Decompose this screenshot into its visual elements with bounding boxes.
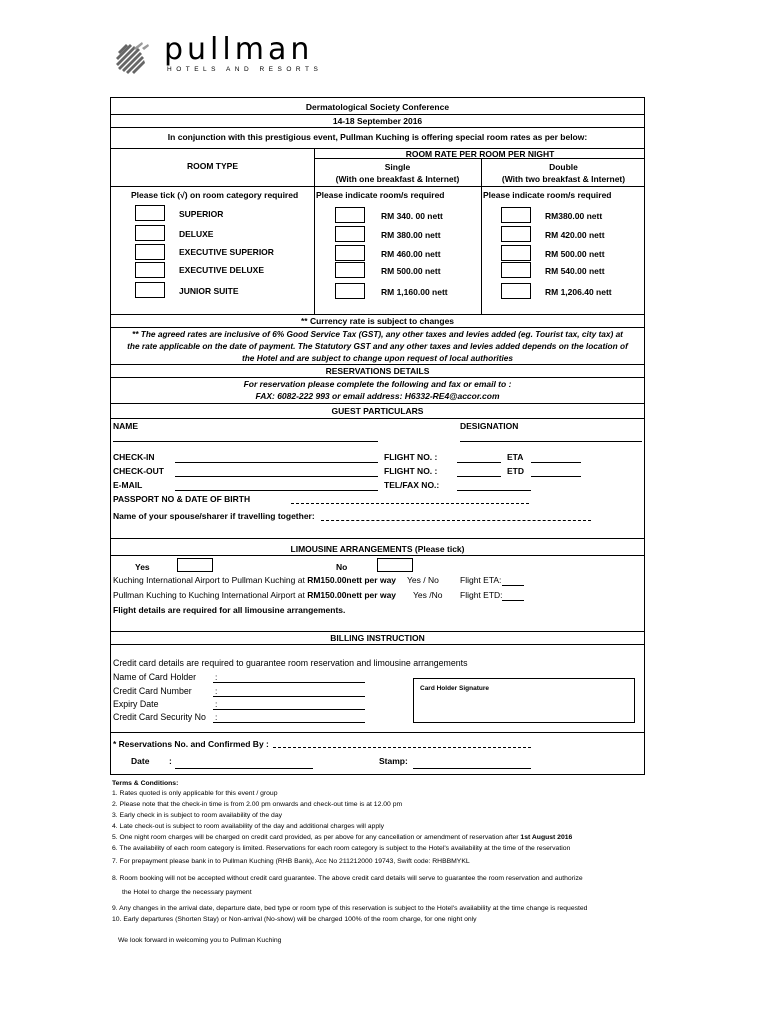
colon: :: [215, 686, 218, 696]
billing-intro: Credit card details are required to guarantee room reservation and limousine arrangements: [113, 658, 468, 668]
event-intro: In conjunction with this prestigious event, Pullman Kuching is offering special room rates as per below:: [167, 132, 588, 142]
double-qty-junior-suite[interactable]: [501, 283, 531, 299]
single-instruction: Please indicate room/s required: [316, 190, 445, 200]
etd-label: ETD: [507, 466, 524, 476]
term-item: 3. Early check in is subject to room availability of the day: [112, 812, 283, 819]
email-field[interactable]: [175, 490, 378, 491]
email-label: E-MAIL: [113, 480, 143, 490]
checkin-field[interactable]: [175, 462, 378, 463]
limousine-title: LIMOUSINE ARRANGEMENTS (Please tick): [290, 544, 465, 554]
brand-name: pullman: [164, 32, 314, 67]
currency-note: ** Currency rate is subject to changes: [300, 316, 455, 326]
term-item: 1. Rates quoted is only applicable for this event / group: [112, 790, 278, 797]
room-name: DELUXE: [179, 229, 214, 239]
date-colon: :: [169, 756, 172, 766]
etd-field[interactable]: [531, 476, 581, 477]
flight-no-label-1: FLIGHT NO. :: [384, 452, 438, 462]
card-number-field[interactable]: [213, 696, 365, 697]
designation-field[interactable]: [460, 441, 642, 442]
limo-note: Flight details are required for all limousine arrangements.: [113, 605, 346, 615]
room-tick-junior-suite[interactable]: [135, 282, 165, 298]
single-subheader: (With one breakfast & Internet): [335, 174, 460, 184]
tax-note-line-3: the Hotel and are subject to change upon request of local authorities: [241, 353, 514, 363]
term-item: 6. The availability of each room category is limited. Reservations for each room category is subject to the Hotel's availability at the time of the reservation: [112, 845, 571, 852]
telfax-field[interactable]: [457, 490, 531, 491]
term-item: 10. Early departures (Shorten Stay) or Non-arrival (No-show) will be charged 100% of the room charge, for one night only: [112, 916, 477, 923]
terms-title: Terms & Conditions:: [112, 780, 179, 787]
card-number-label: Credit Card Number: [113, 686, 192, 696]
expiry-date-label: Expiry Date: [113, 699, 159, 709]
colon: :: [215, 699, 218, 709]
closing-line: We look forward in welcoming you to Pullman Kuching: [118, 937, 282, 944]
single-rate: RM 460.00 nett: [381, 249, 441, 259]
single-rate: RM 500.00 nett: [381, 266, 441, 276]
double-rate: RM 500.00 nett: [545, 249, 605, 259]
double-header: Double: [549, 162, 578, 172]
confirmed-by-label: * Reservations No. and Confirmed By :: [113, 739, 269, 749]
single-qty-executive-superior[interactable]: [335, 245, 365, 261]
single-rate: RM 340. 00 nett: [381, 211, 443, 221]
eta-label: ETA: [507, 452, 524, 462]
pullman-mark-icon: [112, 38, 156, 78]
limo-no-checkbox[interactable]: [377, 558, 413, 572]
room-tick-deluxe[interactable]: [135, 225, 165, 241]
room-name: EXECUTIVE SUPERIOR: [179, 247, 274, 257]
limo-route-2: Pullman Kuching to Kuching International Airport at RM150.00nett per way: [113, 590, 397, 600]
room-name: EXECUTIVE DELUXE: [179, 265, 265, 275]
double-rate: RM380.00 nett: [545, 211, 603, 221]
double-rate: RM 1,206.40 nett: [545, 287, 612, 297]
colon: :: [215, 672, 218, 682]
brand-tagline: HOTELS AND RESORTS: [167, 66, 323, 73]
double-rate: RM 540.00 nett: [545, 266, 605, 276]
tax-note-line-2: the rate applicable on the date of payment. The Statutory GST and any other taxes and levies added depends on the location of: [127, 341, 628, 351]
limo-no-label: No: [336, 562, 348, 572]
confirmed-by-field[interactable]: [273, 747, 531, 748]
card-holder-label: Name of Card Holder: [113, 672, 197, 682]
limo-route-1-flight: Flight ETA:: [460, 575, 502, 585]
flight-eta-field[interactable]: [502, 585, 524, 586]
term-item: 5. One night room charges will be charged on credit card provided, as per above for any cancellation or amendment of reservation after 1st August 2016: [112, 834, 573, 841]
double-rate: RM 420.00 nett: [545, 230, 605, 240]
double-qty-executive-deluxe[interactable]: [501, 262, 531, 278]
security-no-label: Credit Card Security No: [113, 712, 206, 722]
room-name: JUNIOR SUITE: [179, 286, 239, 296]
single-qty-deluxe[interactable]: [335, 226, 365, 242]
flight-no-label-2: FLIGHT NO. :: [384, 466, 438, 476]
term-item: 7. For prepayment please bank in to Pullman Kuching (RHB Bank), Acc No 211212000 19743, Swift code: RHBBMYKL: [112, 858, 470, 865]
date-field[interactable]: [175, 768, 313, 769]
single-qty-junior-suite[interactable]: [335, 283, 365, 299]
stamp-field[interactable]: [413, 768, 531, 769]
event-title: Dermatological Society Conference: [305, 102, 450, 112]
signature-box[interactable]: [413, 678, 635, 723]
limo-yes-checkbox[interactable]: [177, 558, 213, 572]
checkout-label: CHECK-OUT: [113, 466, 164, 476]
term-item: 4. Late check-out is subject to room availability of the day and additional charges will apply: [112, 823, 385, 830]
single-header: Single: [384, 162, 411, 172]
limo-route-2-flight: Flight ETD:: [460, 590, 503, 600]
room-tick-superior[interactable]: [135, 205, 165, 221]
pullman-logo: [112, 32, 332, 78]
reservations-title: RESERVATIONS DETAILS: [325, 366, 430, 376]
double-qty-executive-superior[interactable]: [501, 245, 531, 261]
passport-label: PASSPORT NO & DATE OF BIRTH: [113, 494, 251, 504]
rate-header: ROOM RATE PER ROOM PER NIGHT: [405, 149, 555, 159]
term-item: the Hotel to charge the necessary payment: [122, 889, 252, 896]
single-qty-superior[interactable]: [335, 207, 365, 223]
checkout-field[interactable]: [175, 476, 378, 477]
spouse-field[interactable]: [321, 520, 591, 521]
flight-etd-field[interactable]: [502, 600, 524, 601]
room-tick-executive-deluxe[interactable]: [135, 262, 165, 278]
passport-field[interactable]: [291, 503, 529, 504]
room-type-header: ROOM TYPE: [187, 161, 239, 171]
telfax-label: TEL/FAX NO.:: [384, 480, 440, 490]
single-qty-executive-deluxe[interactable]: [335, 262, 365, 278]
flight-no-field-1[interactable]: [457, 462, 501, 463]
single-rate: RM 380.00 nett: [381, 230, 441, 240]
colon: :: [215, 712, 218, 722]
room-name: SUPERIOR: [179, 209, 224, 219]
security-no-field[interactable]: [213, 722, 365, 723]
limo-route-2-choice[interactable]: Yes /No: [413, 590, 443, 600]
card-holder-field[interactable]: [213, 682, 365, 683]
tick-instruction: Please tick (√) on room category required: [131, 190, 299, 200]
term-item: 9. Any changes in the arrival date, departure date, bed type or room type of this reservation is subject to the Hotel's availability at the time change is requested: [112, 905, 588, 912]
limo-yes-label: Yes: [135, 562, 150, 572]
flight-no-field-2[interactable]: [457, 476, 501, 477]
room-tick-executive-superior[interactable]: [135, 244, 165, 260]
spouse-label: Name of your spouse/sharer if travelling together:: [113, 511, 315, 521]
name-field[interactable]: [113, 441, 378, 442]
term-item: 8. Room booking will not be accepted without credit card guarantee. The above credit card details will serve to guarantee the room reservation and authorize: [112, 875, 583, 882]
single-rate: RM 1,160.00 nett: [381, 287, 448, 297]
event-dates: 14-18 September 2016: [332, 116, 423, 126]
eta-field[interactable]: [531, 462, 581, 463]
reservations-line-2: FAX: 6082-222 993 or email address: H6332-RE4@accor.com: [255, 391, 500, 401]
checkin-label: CHECK-IN: [113, 452, 155, 462]
name-label: NAME: [113, 421, 139, 431]
term-item: 2. Please note that the check-in time is from 2.00 pm onwards and check-out time is at 12.00 pm: [112, 801, 403, 808]
booking-form: [110, 97, 645, 775]
expiry-date-field[interactable]: [213, 709, 365, 710]
double-qty-deluxe[interactable]: [501, 226, 531, 242]
double-instruction: Please indicate room/s required: [483, 190, 612, 200]
limo-route-1-choice[interactable]: Yes / No: [407, 575, 439, 585]
double-subheader: (With two breakfast & Internet): [501, 174, 626, 184]
stamp-label: Stamp:: [379, 756, 408, 766]
tax-note-line-1: ** The agreed rates are inclusive of 6% Good Service Tax (GST), any other taxes and levies added (eg. Tourist tax, city tax) at: [132, 329, 623, 339]
date-label: Date: [131, 756, 150, 766]
billing-title: BILLING INSTRUCTION: [330, 633, 425, 643]
designation-label: DESIGNATION: [460, 421, 519, 431]
reservations-line-1: For reservation please complete the following and fax or email to :: [243, 379, 512, 389]
double-qty-superior[interactable]: [501, 207, 531, 223]
limo-route-1: Kuching International Airport to Pullman Kuching at RM150.00nett per way: [113, 575, 397, 585]
signature-label: Card Holder Signature: [420, 685, 489, 692]
guest-title: GUEST PARTICULARS: [331, 406, 424, 416]
